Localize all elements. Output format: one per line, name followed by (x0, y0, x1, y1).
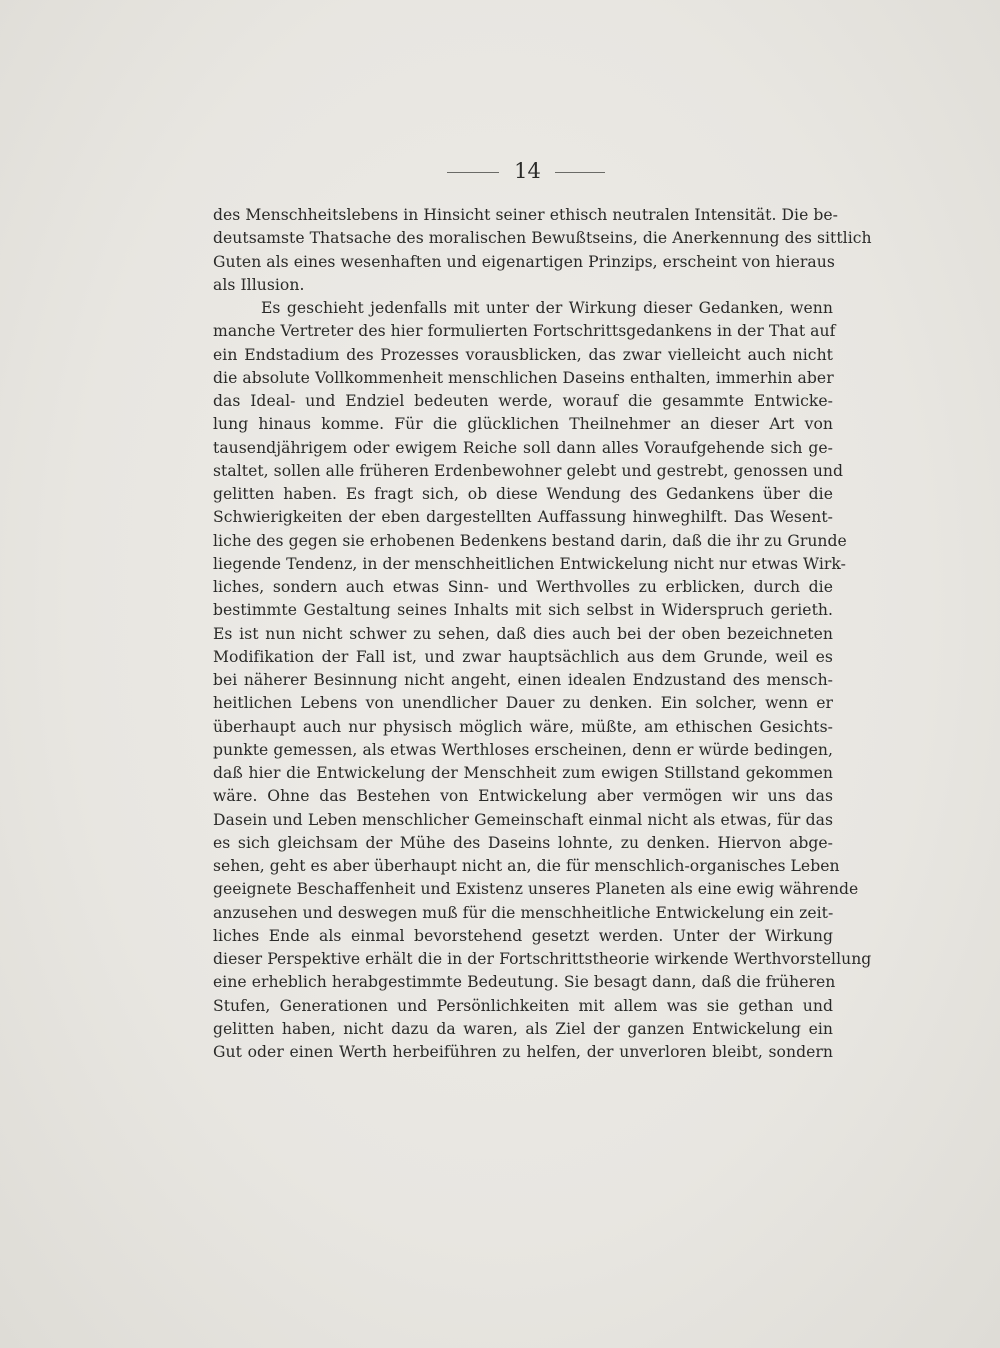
text-line: liegende Tendenz, in der menschheitlichen Entwickelung nicht nur etwas Wirk- (213, 554, 846, 573)
text-line: Stufen, Generationen und Persönlichkeiten mit allem was sie gethan und (213, 996, 833, 1015)
text-line: als Illusion. (213, 275, 305, 294)
text-line: staltet, sollen alle früheren Erdenbewohner gelebt und gestrebt, genossen und (213, 461, 844, 480)
text-line: ein Endstadium des Prozesses vorausblicken, das zwar vielleicht auch nicht (213, 345, 833, 364)
text-line: liches, sondern auch etwas Sinn- und Werthvolles zu erblicken, durch die (213, 578, 833, 596)
text-line: gelitten haben. Es fragt sich, ob diese Wendung des Gedankens über die (213, 485, 833, 503)
page-number: 14 (514, 159, 541, 183)
text-line: wäre. Ohne das Bestehen von Entwickelung aber vermögen wir uns das (213, 787, 833, 806)
text-line: sehen, geht es aber überhaupt nicht an, die für menschlich-organisches Leben (213, 857, 840, 875)
text-line: punkte gemessen, als etwas Werthloses erscheinen, denn er würde bedingen, (213, 740, 833, 759)
text-line: lung hinaus komme. Für die glücklichen Theilnehmer an dieser Art von (213, 415, 833, 434)
text-line: Schwierigkeiten der eben dargestellten Auffassung hinweghilft. Das Wesent- (213, 508, 833, 527)
text-line: manche Vertreter des hier formulierten Fortschrittsgedankens in der That auf (213, 322, 836, 341)
text-line: liche des gegen sie erhobenen Bedenkens bestand darin, daß die ihr zu Grunde (213, 531, 847, 550)
text-line: eine erheblich herabgestimmte Bedeutung. Sie besagt dann, daß die früheren (213, 973, 836, 992)
text-line: bei näherer Besinnung nicht angeht, einen idealen Endzustand des mensch- (213, 671, 833, 689)
text-line: tausendjährigem oder ewigem Reiche soll dann alles Voraufgehende sich ge- (213, 438, 833, 457)
text-line: es sich gleichsam der Mühe des Daseins lohnte, zu denken. Hiervon abge- (213, 833, 833, 852)
paragraph-start-line: Es geschieht jedenfalls mit unter der Wirkung dieser Gedanken, wenn (261, 299, 833, 317)
text-line: die absolute Vollkommenheit menschlichen Daseins enthalten, immerhin aber (213, 368, 834, 387)
text-line: bestimmte Gestaltung seines Inhalts mit sich selbst in Widerspruch gerieth. (213, 601, 833, 620)
text-line: anzusehen und deswegen muß für die menschheitliche Entwickelung ein zeit- (213, 903, 834, 922)
text-line: Dasein und Leben menschlicher Gemeinschaft einmal nicht als etwas, für das (213, 810, 833, 829)
text-line: liches Ende als einmal bevorstehend gesetzt werden. Unter der Wirkung (213, 926, 833, 945)
text-line: das Ideal- und Endziel bedeuten werde, worauf die gesammte Entwicke- (213, 392, 833, 410)
text-line: Es ist nun nicht schwer zu sehen, daß dies auch bei der oben bezeichneten (213, 624, 833, 643)
page-header (0, 156, 1000, 186)
text-line: geeignete Beschaffenheit und Existenz unseres Planeten als eine ewig währende (213, 880, 859, 899)
body-text (213, 204, 872, 1064)
text-line: daß hier die Entwickelung der Menschheit zum ewigen Stillstand gekommen (213, 764, 833, 782)
text-line: heitlichen Lebens von unendlicher Dauer zu denken. Ein solcher, wenn er (213, 694, 833, 713)
text-line: deutsamste Thatsache des moralischen Bewußtseins, die Anerkennung des sittlich (213, 229, 872, 248)
header-rule-left (447, 172, 499, 173)
header-rule-right (555, 172, 605, 173)
text-line: Guten als eines wesenhaften und eigenartigen Prinzips, erscheint von hieraus (213, 252, 835, 271)
text-line: Modifikation der Fall ist, und zwar hauptsächlich aus dem Grunde, weil es (213, 647, 833, 666)
text-line: des Menschheitslebens in Hinsicht seiner ethisch neutralen Intensität. Die be- (213, 206, 838, 224)
text-line: Gut oder einen Werth herbeiführen zu helfen, der unverloren bleibt, sondern (213, 1043, 833, 1061)
text-line: gelitten haben, nicht dazu da waren, als Ziel der ganzen Entwickelung ein (213, 1019, 833, 1038)
text-line: überhaupt auch nur physisch möglich wäre, müßte, am ethischen Gesichts- (213, 717, 833, 736)
text-line: dieser Perspektive erhält die in der Fortschrittstheorie wirkende Werthvorstellung (213, 950, 872, 968)
